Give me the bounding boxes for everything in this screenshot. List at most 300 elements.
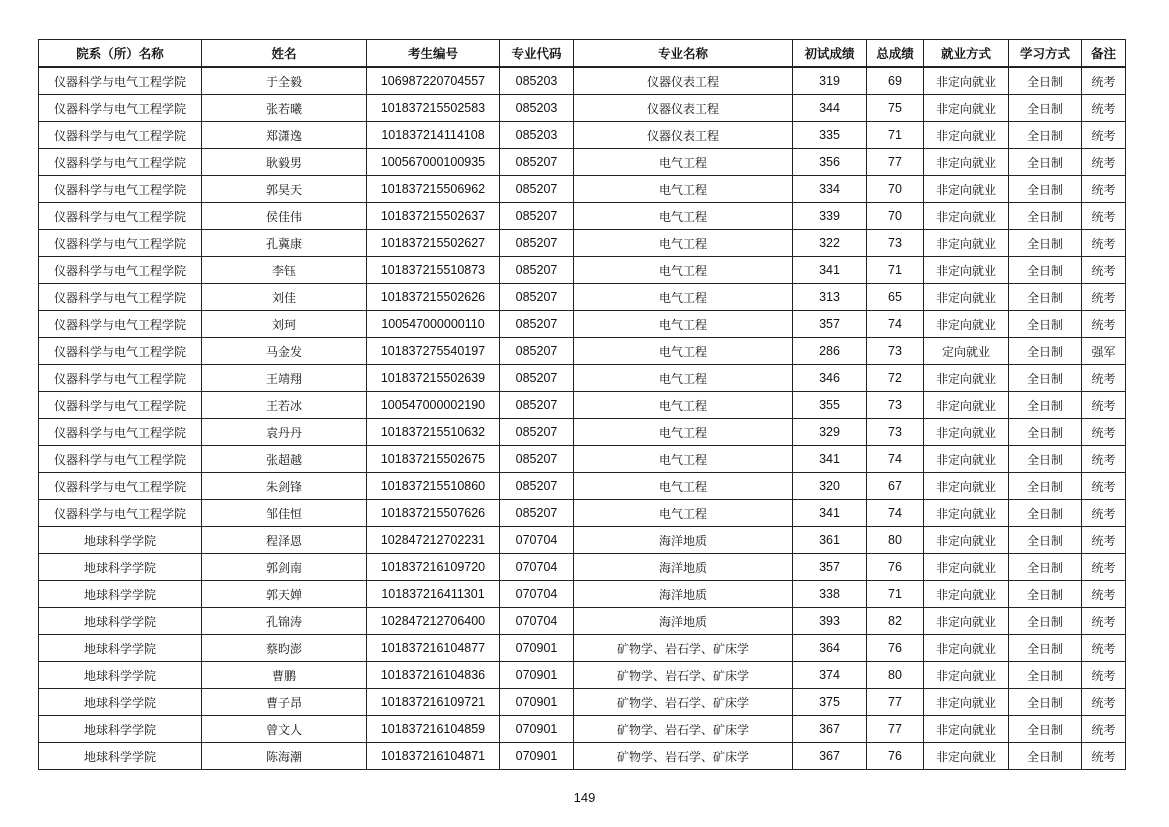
cell-candidate-id: 101837215510860 (367, 473, 500, 500)
cell-study-mode: 全日制 (1009, 176, 1082, 203)
cell-candidate-id: 100547000002190 (367, 392, 500, 419)
cell-initial-score: 357 (793, 554, 867, 581)
table-row (39, 149, 1126, 176)
cell-total-score: 70 (867, 176, 924, 203)
cell-major-code: 085207 (500, 500, 574, 527)
cell-name: 马金发 (202, 338, 367, 365)
header-major-name: 专业名称 (574, 40, 793, 68)
cell-total-score: 74 (867, 311, 924, 338)
cell-employment-type: 非定向就业 (924, 149, 1009, 176)
cell-major-code: 070901 (500, 716, 574, 743)
cell-candidate-id: 100547000000110 (367, 311, 500, 338)
header-major-code: 专业代码 (500, 40, 574, 68)
table-row (39, 419, 1126, 446)
table-row (39, 230, 1126, 257)
table-row (39, 284, 1126, 311)
cell-employment-type: 非定向就业 (924, 581, 1009, 608)
cell-employment-type: 非定向就业 (924, 743, 1009, 770)
cell-major-name: 电气工程 (574, 473, 793, 500)
cell-major-name: 电气工程 (574, 446, 793, 473)
cell-total-score: 77 (867, 149, 924, 176)
cell-study-mode: 全日制 (1009, 284, 1082, 311)
cell-total-score: 72 (867, 365, 924, 392)
cell-candidate-id: 101837216104871 (367, 743, 500, 770)
cell-name: 袁丹丹 (202, 419, 367, 446)
cell-department: 地球科学学院 (39, 635, 202, 662)
cell-employment-type: 非定向就业 (924, 95, 1009, 122)
table-row (39, 554, 1126, 581)
cell-initial-score: 367 (793, 716, 867, 743)
cell-initial-score: 355 (793, 392, 867, 419)
cell-major-code: 070901 (500, 662, 574, 689)
cell-initial-score: 393 (793, 608, 867, 635)
header-total-score: 总成绩 (867, 40, 924, 68)
cell-remark: 统考 (1082, 392, 1126, 419)
cell-candidate-id: 101837215507626 (367, 500, 500, 527)
cell-name: 刘佳 (202, 284, 367, 311)
cell-study-mode: 全日制 (1009, 662, 1082, 689)
cell-major-code: 085207 (500, 392, 574, 419)
cell-initial-score: 356 (793, 149, 867, 176)
cell-name: 孔冀康 (202, 230, 367, 257)
cell-candidate-id: 101837216104877 (367, 635, 500, 662)
cell-remark: 统考 (1082, 122, 1126, 149)
table-row (39, 527, 1126, 554)
cell-total-score: 70 (867, 203, 924, 230)
cell-study-mode: 全日制 (1009, 500, 1082, 527)
cell-remark: 统考 (1082, 67, 1126, 95)
cell-major-name: 电气工程 (574, 311, 793, 338)
table-row (39, 257, 1126, 284)
cell-name: 陈海潮 (202, 743, 367, 770)
header-candidate-id: 考生编号 (367, 40, 500, 68)
cell-major-code: 070704 (500, 527, 574, 554)
cell-study-mode: 全日制 (1009, 338, 1082, 365)
cell-department: 地球科学学院 (39, 743, 202, 770)
cell-name: 刘珂 (202, 311, 367, 338)
cell-initial-score: 334 (793, 176, 867, 203)
cell-initial-score: 329 (793, 419, 867, 446)
page-number: 149 (573, 790, 596, 805)
cell-remark: 统考 (1082, 662, 1126, 689)
cell-initial-score: 320 (793, 473, 867, 500)
cell-name: 郑潇逸 (202, 122, 367, 149)
table-row (39, 473, 1126, 500)
cell-total-score: 73 (867, 338, 924, 365)
cell-major-code: 070704 (500, 608, 574, 635)
table-row (39, 662, 1126, 689)
cell-total-score: 69 (867, 67, 924, 95)
cell-name: 张超越 (202, 446, 367, 473)
cell-study-mode: 全日制 (1009, 554, 1082, 581)
cell-employment-type: 非定向就业 (924, 230, 1009, 257)
cell-major-code: 085207 (500, 446, 574, 473)
cell-major-name: 海洋地质 (574, 581, 793, 608)
cell-major-name: 矿物学、岩石学、矿床学 (574, 635, 793, 662)
cell-department: 仪器科学与电气工程学院 (39, 338, 202, 365)
cell-total-score: 80 (867, 662, 924, 689)
cell-study-mode: 全日制 (1009, 635, 1082, 662)
cell-remark: 统考 (1082, 176, 1126, 203)
cell-candidate-id: 100567000100935 (367, 149, 500, 176)
cell-major-name: 电气工程 (574, 419, 793, 446)
cell-major-code: 085207 (500, 338, 574, 365)
cell-name: 侯佳伟 (202, 203, 367, 230)
cell-remark: 统考 (1082, 743, 1126, 770)
cell-study-mode: 全日制 (1009, 149, 1082, 176)
cell-total-score: 75 (867, 95, 924, 122)
cell-department: 仪器科学与电气工程学院 (39, 284, 202, 311)
cell-employment-type: 定向就业 (924, 338, 1009, 365)
cell-major-name: 电气工程 (574, 500, 793, 527)
cell-department: 仪器科学与电气工程学院 (39, 230, 202, 257)
cell-initial-score: 357 (793, 311, 867, 338)
cell-candidate-id: 101837216109721 (367, 689, 500, 716)
table-row (39, 67, 1126, 95)
cell-initial-score: 319 (793, 67, 867, 95)
cell-study-mode: 全日制 (1009, 716, 1082, 743)
cell-department: 地球科学学院 (39, 581, 202, 608)
cell-employment-type: 非定向就业 (924, 122, 1009, 149)
cell-major-code: 085207 (500, 473, 574, 500)
cell-initial-score: 339 (793, 203, 867, 230)
cell-major-code: 085207 (500, 419, 574, 446)
cell-major-name: 矿物学、岩石学、矿床学 (574, 716, 793, 743)
table-row (39, 689, 1126, 716)
cell-candidate-id: 101837215510873 (367, 257, 500, 284)
cell-employment-type: 非定向就业 (924, 662, 1009, 689)
cell-major-name: 仪器仪表工程 (574, 122, 793, 149)
cell-major-name: 电气工程 (574, 149, 793, 176)
cell-major-code: 085207 (500, 311, 574, 338)
table-row (39, 446, 1126, 473)
cell-major-name: 电气工程 (574, 392, 793, 419)
cell-major-code: 085207 (500, 203, 574, 230)
table-row (39, 95, 1126, 122)
cell-remark: 统考 (1082, 689, 1126, 716)
cell-employment-type: 非定向就业 (924, 635, 1009, 662)
cell-major-code: 070704 (500, 554, 574, 581)
table-row (39, 365, 1126, 392)
cell-total-score: 74 (867, 446, 924, 473)
cell-remark: 统考 (1082, 365, 1126, 392)
cell-candidate-id: 101837215502639 (367, 365, 500, 392)
cell-initial-score: 322 (793, 230, 867, 257)
table-row (39, 581, 1126, 608)
cell-major-name: 仪器仪表工程 (574, 67, 793, 95)
cell-study-mode: 全日制 (1009, 230, 1082, 257)
table-row (39, 311, 1126, 338)
cell-major-code: 085207 (500, 257, 574, 284)
table-row (39, 176, 1126, 203)
cell-total-score: 71 (867, 581, 924, 608)
cell-department: 仪器科学与电气工程学院 (39, 149, 202, 176)
cell-study-mode: 全日制 (1009, 203, 1082, 230)
cell-total-score: 76 (867, 635, 924, 662)
cell-total-score: 65 (867, 284, 924, 311)
cell-name: 张若曦 (202, 95, 367, 122)
cell-department: 地球科学学院 (39, 608, 202, 635)
cell-initial-score: 335 (793, 122, 867, 149)
cell-major-name: 矿物学、岩石学、矿床学 (574, 743, 793, 770)
header-employment-type: 就业方式 (924, 40, 1009, 68)
header-remark: 备注 (1082, 40, 1126, 68)
cell-department: 地球科学学院 (39, 662, 202, 689)
cell-initial-score: 364 (793, 635, 867, 662)
table-body (39, 67, 1126, 770)
cell-major-code: 085207 (500, 149, 574, 176)
cell-remark: 统考 (1082, 716, 1126, 743)
cell-remark: 统考 (1082, 581, 1126, 608)
header-initial-score: 初试成绩 (793, 40, 867, 68)
cell-study-mode: 全日制 (1009, 743, 1082, 770)
cell-employment-type: 非定向就业 (924, 67, 1009, 95)
table-header-row (39, 40, 1126, 68)
cell-study-mode: 全日制 (1009, 311, 1082, 338)
cell-candidate-id: 102847212706400 (367, 608, 500, 635)
cell-initial-score: 375 (793, 689, 867, 716)
cell-candidate-id: 106987220704557 (367, 67, 500, 95)
cell-initial-score: 341 (793, 446, 867, 473)
table-row (39, 338, 1126, 365)
cell-remark: 统考 (1082, 473, 1126, 500)
cell-study-mode: 全日制 (1009, 527, 1082, 554)
cell-name: 郭剑南 (202, 554, 367, 581)
cell-name: 王靖翔 (202, 365, 367, 392)
cell-major-name: 电气工程 (574, 365, 793, 392)
cell-department: 地球科学学院 (39, 716, 202, 743)
cell-major-code: 085207 (500, 284, 574, 311)
cell-candidate-id: 101837216104859 (367, 716, 500, 743)
cell-remark: 统考 (1082, 95, 1126, 122)
cell-total-score: 73 (867, 392, 924, 419)
cell-candidate-id: 101837215502675 (367, 446, 500, 473)
cell-major-name: 电气工程 (574, 284, 793, 311)
cell-major-name: 海洋地质 (574, 527, 793, 554)
cell-employment-type: 非定向就业 (924, 716, 1009, 743)
cell-major-code: 085207 (500, 230, 574, 257)
cell-name: 李钰 (202, 257, 367, 284)
cell-employment-type: 非定向就业 (924, 446, 1009, 473)
cell-remark: 统考 (1082, 149, 1126, 176)
cell-remark: 统考 (1082, 635, 1126, 662)
cell-department: 仪器科学与电气工程学院 (39, 203, 202, 230)
table-row (39, 608, 1126, 635)
cell-employment-type: 非定向就业 (924, 500, 1009, 527)
cell-major-code: 085203 (500, 67, 574, 95)
cell-department: 仪器科学与电气工程学院 (39, 95, 202, 122)
cell-name: 程泽恩 (202, 527, 367, 554)
cell-remark: 统考 (1082, 257, 1126, 284)
cell-employment-type: 非定向就业 (924, 473, 1009, 500)
cell-total-score: 76 (867, 554, 924, 581)
cell-total-score: 73 (867, 230, 924, 257)
cell-major-code: 070901 (500, 689, 574, 716)
cell-name: 曹子昂 (202, 689, 367, 716)
cell-employment-type: 非定向就业 (924, 419, 1009, 446)
cell-study-mode: 全日制 (1009, 392, 1082, 419)
cell-initial-score: 344 (793, 95, 867, 122)
cell-initial-score: 338 (793, 581, 867, 608)
cell-initial-score: 361 (793, 527, 867, 554)
cell-major-code: 085203 (500, 122, 574, 149)
cell-name: 郭天婵 (202, 581, 367, 608)
cell-study-mode: 全日制 (1009, 95, 1082, 122)
cell-employment-type: 非定向就业 (924, 365, 1009, 392)
cell-total-score: 74 (867, 500, 924, 527)
cell-major-code: 070704 (500, 581, 574, 608)
header-department: 院系（所）名称 (39, 40, 202, 68)
admission-roster-table (38, 39, 1126, 770)
cell-study-mode: 全日制 (1009, 446, 1082, 473)
cell-employment-type: 非定向就业 (924, 203, 1009, 230)
cell-total-score: 80 (867, 527, 924, 554)
cell-initial-score: 286 (793, 338, 867, 365)
cell-name: 郭昊天 (202, 176, 367, 203)
cell-department: 仪器科学与电气工程学院 (39, 392, 202, 419)
cell-remark: 统考 (1082, 419, 1126, 446)
cell-study-mode: 全日制 (1009, 365, 1082, 392)
cell-name: 曹鹏 (202, 662, 367, 689)
cell-employment-type: 非定向就业 (924, 176, 1009, 203)
cell-remark: 统考 (1082, 311, 1126, 338)
cell-department: 仪器科学与电气工程学院 (39, 365, 202, 392)
cell-department: 仪器科学与电气工程学院 (39, 67, 202, 95)
cell-department: 仪器科学与电气工程学院 (39, 311, 202, 338)
cell-study-mode: 全日制 (1009, 419, 1082, 446)
cell-candidate-id: 102847212702231 (367, 527, 500, 554)
cell-remark: 强军 (1082, 338, 1126, 365)
cell-department: 仪器科学与电气工程学院 (39, 122, 202, 149)
cell-initial-score: 341 (793, 500, 867, 527)
cell-remark: 统考 (1082, 608, 1126, 635)
cell-name: 于全毅 (202, 67, 367, 95)
table-row (39, 500, 1126, 527)
cell-name: 蔡昀澎 (202, 635, 367, 662)
cell-study-mode: 全日制 (1009, 257, 1082, 284)
cell-department: 地球科学学院 (39, 527, 202, 554)
cell-major-name: 仪器仪表工程 (574, 95, 793, 122)
cell-major-code: 085207 (500, 176, 574, 203)
cell-candidate-id: 101837216109720 (367, 554, 500, 581)
cell-study-mode: 全日制 (1009, 67, 1082, 95)
cell-initial-score: 341 (793, 257, 867, 284)
cell-department: 仪器科学与电气工程学院 (39, 176, 202, 203)
cell-remark: 统考 (1082, 500, 1126, 527)
cell-major-name: 电气工程 (574, 203, 793, 230)
cell-name: 邹佳恒 (202, 500, 367, 527)
cell-initial-score: 346 (793, 365, 867, 392)
cell-total-score: 82 (867, 608, 924, 635)
cell-employment-type: 非定向就业 (924, 527, 1009, 554)
cell-study-mode: 全日制 (1009, 473, 1082, 500)
header-name: 姓名 (202, 40, 367, 68)
cell-total-score: 71 (867, 257, 924, 284)
cell-major-name: 电气工程 (574, 257, 793, 284)
cell-name: 耿毅男 (202, 149, 367, 176)
cell-department: 地球科学学院 (39, 689, 202, 716)
cell-candidate-id: 101837215510632 (367, 419, 500, 446)
cell-total-score: 73 (867, 419, 924, 446)
cell-candidate-id: 101837215502637 (367, 203, 500, 230)
cell-employment-type: 非定向就业 (924, 311, 1009, 338)
cell-total-score: 71 (867, 122, 924, 149)
cell-major-name: 海洋地质 (574, 608, 793, 635)
cell-employment-type: 非定向就业 (924, 608, 1009, 635)
cell-department: 仪器科学与电气工程学院 (39, 257, 202, 284)
cell-candidate-id: 101837216104836 (367, 662, 500, 689)
cell-initial-score: 374 (793, 662, 867, 689)
cell-remark: 统考 (1082, 527, 1126, 554)
cell-department: 仪器科学与电气工程学院 (39, 500, 202, 527)
cell-employment-type: 非定向就业 (924, 392, 1009, 419)
cell-total-score: 76 (867, 743, 924, 770)
cell-major-name: 电气工程 (574, 338, 793, 365)
cell-remark: 统考 (1082, 230, 1126, 257)
cell-remark: 统考 (1082, 203, 1126, 230)
cell-major-code: 070901 (500, 743, 574, 770)
cell-candidate-id: 101837215502583 (367, 95, 500, 122)
cell-study-mode: 全日制 (1009, 608, 1082, 635)
cell-initial-score: 367 (793, 743, 867, 770)
cell-department: 地球科学学院 (39, 554, 202, 581)
cell-initial-score: 313 (793, 284, 867, 311)
cell-total-score: 67 (867, 473, 924, 500)
cell-study-mode: 全日制 (1009, 689, 1082, 716)
cell-candidate-id: 101837215502627 (367, 230, 500, 257)
table-row (39, 122, 1126, 149)
table-row (39, 635, 1126, 662)
cell-major-name: 矿物学、岩石学、矿床学 (574, 662, 793, 689)
cell-employment-type: 非定向就业 (924, 554, 1009, 581)
cell-major-name: 电气工程 (574, 230, 793, 257)
cell-candidate-id: 101837275540197 (367, 338, 500, 365)
table-row (39, 392, 1126, 419)
cell-name: 曾文人 (202, 716, 367, 743)
cell-major-code: 070901 (500, 635, 574, 662)
cell-department: 仪器科学与电气工程学院 (39, 419, 202, 446)
cell-candidate-id: 101837214114108 (367, 122, 500, 149)
cell-study-mode: 全日制 (1009, 581, 1082, 608)
cell-employment-type: 非定向就业 (924, 257, 1009, 284)
cell-candidate-id: 101837216411301 (367, 581, 500, 608)
cell-major-name: 矿物学、岩石学、矿床学 (574, 689, 793, 716)
cell-total-score: 77 (867, 689, 924, 716)
cell-remark: 统考 (1082, 284, 1126, 311)
cell-department: 仪器科学与电气工程学院 (39, 473, 202, 500)
cell-total-score: 77 (867, 716, 924, 743)
cell-name: 孔锦涛 (202, 608, 367, 635)
cell-major-name: 海洋地质 (574, 554, 793, 581)
cell-major-code: 085203 (500, 95, 574, 122)
cell-study-mode: 全日制 (1009, 122, 1082, 149)
table-row (39, 743, 1126, 770)
header-study-mode: 学习方式 (1009, 40, 1082, 68)
table-row (39, 716, 1126, 743)
cell-candidate-id: 101837215506962 (367, 176, 500, 203)
cell-department: 仪器科学与电气工程学院 (39, 446, 202, 473)
cell-employment-type: 非定向就业 (924, 689, 1009, 716)
table-row (39, 203, 1126, 230)
cell-candidate-id: 101837215502626 (367, 284, 500, 311)
cell-name: 朱剑锋 (202, 473, 367, 500)
cell-employment-type: 非定向就业 (924, 284, 1009, 311)
cell-remark: 统考 (1082, 446, 1126, 473)
cell-remark: 统考 (1082, 554, 1126, 581)
cell-major-name: 电气工程 (574, 176, 793, 203)
cell-name: 王若冰 (202, 392, 367, 419)
cell-major-code: 085207 (500, 365, 574, 392)
